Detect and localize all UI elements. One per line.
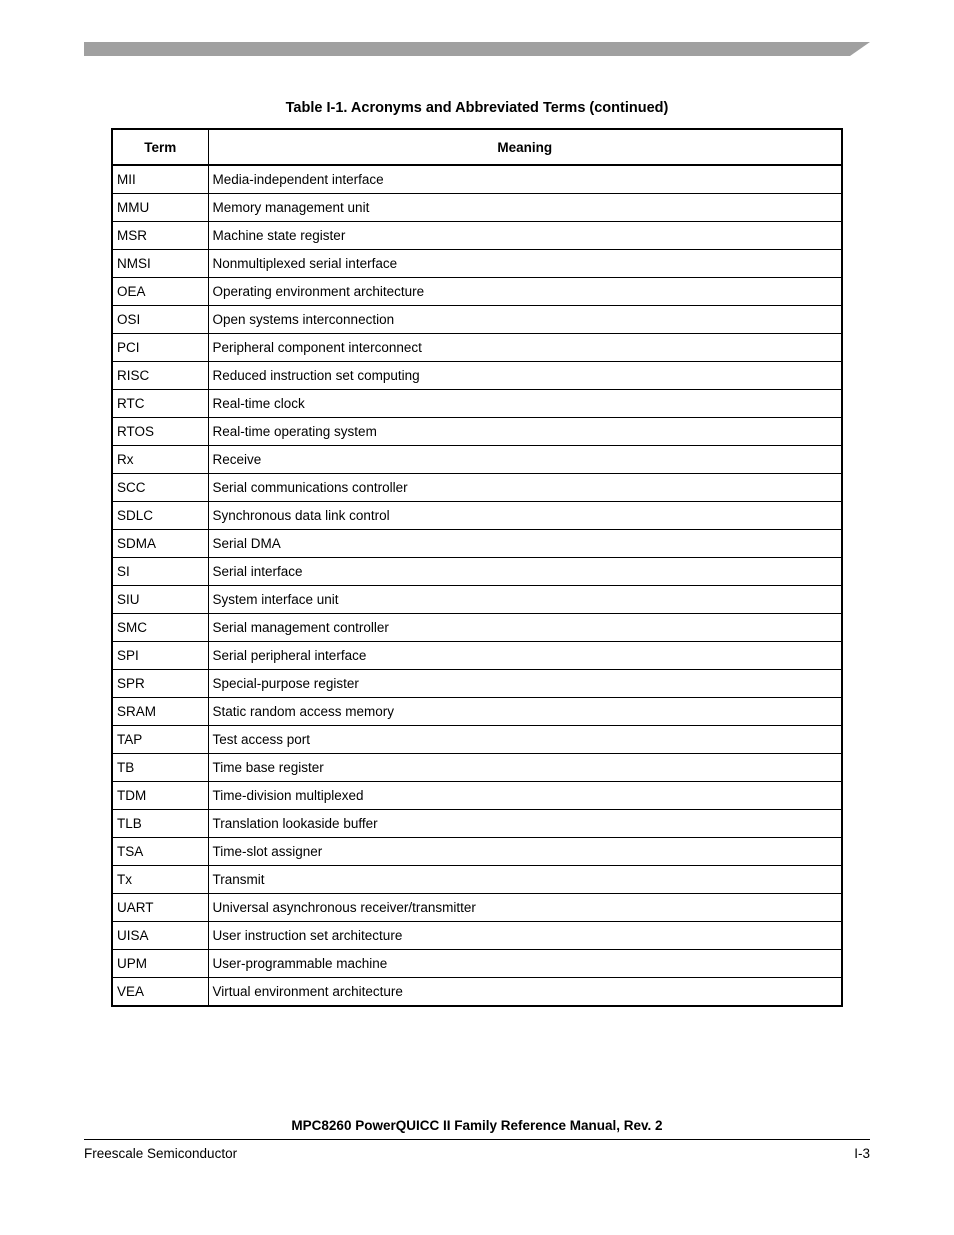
term-cell: SI: [112, 558, 208, 586]
table-row: [112, 558, 842, 586]
footer-divider: [84, 1139, 870, 1140]
meaning-cell: Serial interface: [208, 558, 842, 586]
term-cell: RTOS: [112, 418, 208, 446]
meaning-cell: Operating environment architecture: [208, 278, 842, 306]
meaning-cell: Real-time operating system: [208, 418, 842, 446]
table-row: [112, 390, 842, 418]
table-row: [112, 838, 842, 866]
meaning-cell: Serial management controller: [208, 614, 842, 642]
meaning-cell: Serial communications controller: [208, 474, 842, 502]
term-cell: MSR: [112, 222, 208, 250]
term-cell: RTC: [112, 390, 208, 418]
term-cell: NMSI: [112, 250, 208, 278]
term-cell: UISA: [112, 922, 208, 950]
table-row: [112, 782, 842, 810]
meaning-cell: Time-division multiplexed: [208, 782, 842, 810]
meaning-cell: Nonmultiplexed serial interface: [208, 250, 842, 278]
meaning-cell: Media-independent interface: [208, 165, 842, 194]
table-row: [112, 978, 842, 1007]
meaning-cell: Time base register: [208, 754, 842, 782]
term-cell: Tx: [112, 866, 208, 894]
table-row: [112, 642, 842, 670]
table-row: [112, 614, 842, 642]
term-cell: TB: [112, 754, 208, 782]
table-row: [112, 586, 842, 614]
table-row: [112, 418, 842, 446]
meaning-cell: Memory management unit: [208, 194, 842, 222]
table-row: [112, 530, 842, 558]
table-row: [112, 222, 842, 250]
term-cell: OEA: [112, 278, 208, 306]
table-row: [112, 194, 842, 222]
meaning-cell: Real-time clock: [208, 390, 842, 418]
table-body: [112, 165, 842, 1006]
footer-title: MPC8260 PowerQUICC II Family Reference Manual, Rev. 2: [291, 1118, 663, 1133]
meaning-cell: Static random access memory: [208, 698, 842, 726]
term-cell: SPR: [112, 670, 208, 698]
table-row: [112, 362, 842, 390]
term-cell: PCI: [112, 334, 208, 362]
table-row: [112, 278, 842, 306]
table-row: [112, 165, 842, 194]
table-title: Table I-1. Acronyms and Abbreviated Terms (continued): [285, 100, 669, 116]
term-cell: SIU: [112, 586, 208, 614]
meaning-cell: Reduced instruction set computing: [208, 362, 842, 390]
table-row: [112, 810, 842, 838]
column-header-meaning: Meaning: [208, 129, 842, 165]
term-cell: SPI: [112, 642, 208, 670]
term-cell: SDMA: [112, 530, 208, 558]
footer-company: Freescale Semiconductor: [84, 1146, 238, 1161]
table-row: [112, 250, 842, 278]
table-row: [112, 670, 842, 698]
term-cell: TAP: [112, 726, 208, 754]
table-row: [112, 754, 842, 782]
meaning-cell: Receive: [208, 446, 842, 474]
term-cell: MMU: [112, 194, 208, 222]
table-row: [112, 950, 842, 978]
table-row: [112, 866, 842, 894]
table-row: [112, 306, 842, 334]
footer-page-number: I-3: [854, 1146, 870, 1161]
meaning-cell: Time-slot assigner: [208, 838, 842, 866]
term-cell: SDLC: [112, 502, 208, 530]
term-cell: UART: [112, 894, 208, 922]
term-cell: VEA: [112, 978, 208, 1007]
acronyms-table: [111, 128, 843, 1007]
meaning-cell: Test access port: [208, 726, 842, 754]
meaning-cell: Special-purpose register: [208, 670, 842, 698]
column-header-term: Term: [112, 129, 208, 165]
meaning-cell: Machine state register: [208, 222, 842, 250]
term-cell: TSA: [112, 838, 208, 866]
term-cell: TDM: [112, 782, 208, 810]
header-bar: [84, 42, 870, 56]
table-row: [112, 698, 842, 726]
term-cell: TLB: [112, 810, 208, 838]
meaning-cell: Universal asynchronous receiver/transmitter: [208, 894, 842, 922]
meaning-cell: Virtual environment architecture: [208, 978, 842, 1007]
term-cell: RISC: [112, 362, 208, 390]
meaning-cell: Peripheral component interconnect: [208, 334, 842, 362]
meaning-cell: Transmit: [208, 866, 842, 894]
meaning-cell: User-programmable machine: [208, 950, 842, 978]
term-cell: OSI: [112, 306, 208, 334]
table-row: [112, 726, 842, 754]
term-cell: UPM: [112, 950, 208, 978]
meaning-cell: Translation lookaside buffer: [208, 810, 842, 838]
table-row: [112, 894, 842, 922]
meaning-cell: Open systems interconnection: [208, 306, 842, 334]
meaning-cell: System interface unit: [208, 586, 842, 614]
term-cell: SRAM: [112, 698, 208, 726]
table-row: [112, 446, 842, 474]
term-cell: SMC: [112, 614, 208, 642]
table-header-row: [112, 129, 842, 165]
meaning-cell: Synchronous data link control: [208, 502, 842, 530]
table-row: [112, 502, 842, 530]
meaning-cell: User instruction set architecture: [208, 922, 842, 950]
table-row: [112, 334, 842, 362]
table-row: [112, 474, 842, 502]
meaning-cell: Serial DMA: [208, 530, 842, 558]
term-cell: MII: [112, 165, 208, 194]
table-row: [112, 922, 842, 950]
meaning-cell: Serial peripheral interface: [208, 642, 842, 670]
term-cell: SCC: [112, 474, 208, 502]
term-cell: Rx: [112, 446, 208, 474]
